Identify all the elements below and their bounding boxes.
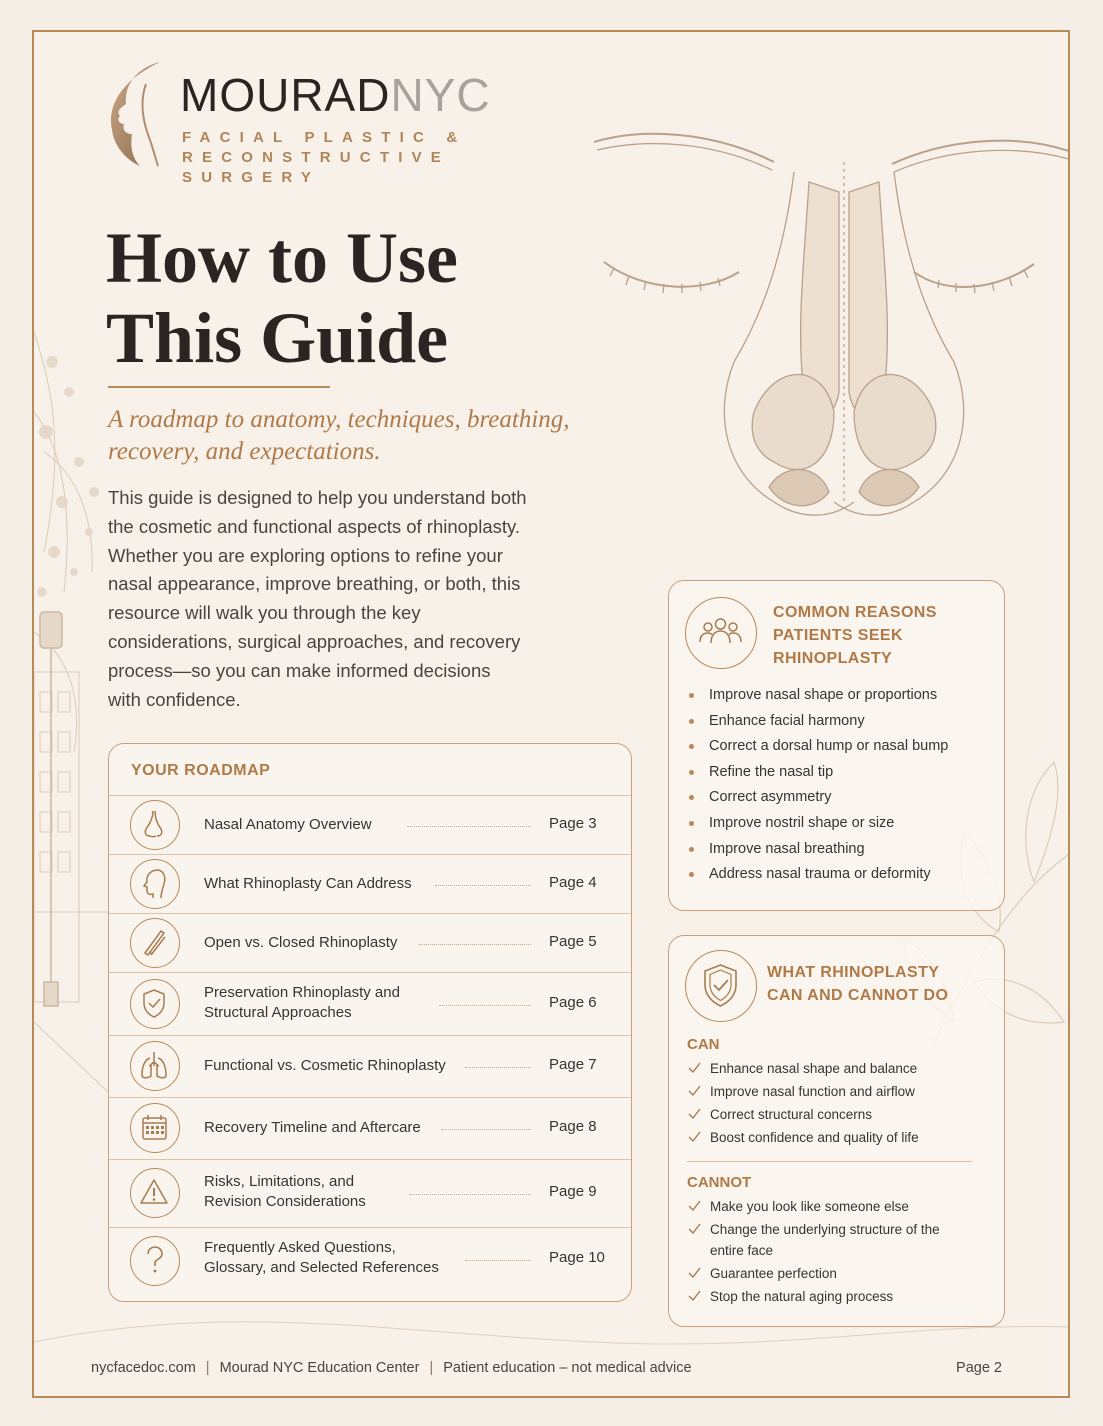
- roadmap-item-recovery[interactable]: [109, 1097, 632, 1159]
- page-title-line-1: How to Use: [106, 218, 458, 298]
- page-footer: [91, 1360, 692, 1376]
- roadmap-item-open-closed[interactable]: [109, 913, 632, 972]
- check-icon: [687, 1199, 701, 1213]
- cannot-list: [687, 1196, 957, 1309]
- brand-logo: [106, 58, 526, 186]
- surgical-tools-icon: [130, 918, 180, 968]
- list-item: Enhance facial harmony: [687, 709, 997, 735]
- nose-icon: [130, 800, 180, 850]
- warning-icon: [130, 1168, 180, 1218]
- list-item: Address nasal trauma or deformity: [687, 862, 997, 888]
- shield-check-icon: [685, 950, 757, 1022]
- title-divider: [108, 386, 330, 388]
- roadmap-item-preservation[interactable]: [109, 972, 632, 1035]
- roadmap-title: YOUR ROADMAP: [131, 762, 271, 779]
- face-silhouette-logo-icon: [106, 60, 170, 168]
- intro-paragraph: This guide is designed to help you understand both the cosmetic and functional aspects of rhinoplasty. Whether you are exploring options to refine your nasal appearance, improve breathing, or both, this resource will walk you through the key considerations, surgical approaches, and recovery process—so you can make informed decisions with confidence.: [108, 487, 527, 710]
- brand-tagline: [182, 128, 532, 188]
- roadmap-item-address[interactable]: [109, 854, 632, 913]
- roadmap-item-functional[interactable]: [109, 1035, 632, 1097]
- roadmap-item-label: Recovery Timeline and Aftercare: [204, 1119, 421, 1136]
- roadmap-item-page: Page 3: [549, 815, 597, 832]
- roadmap-item-page: Page 8: [549, 1118, 597, 1135]
- roadmap-item-risks[interactable]: [109, 1159, 632, 1227]
- brand-name: [180, 68, 491, 122]
- roadmap-item-page: Page 6: [549, 994, 597, 1011]
- leader-dots: [465, 1067, 531, 1068]
- can-label: CAN: [687, 1036, 720, 1053]
- footer-website-link[interactable]: nycfacedoc.com: [91, 1360, 196, 1376]
- page-number: Page 2: [956, 1360, 1002, 1376]
- roadmap-item-label: Nasal Anatomy Overview: [204, 816, 372, 833]
- page-frame: [32, 30, 1070, 1398]
- leader-dots: [439, 1005, 531, 1006]
- brand-tagline-line-2: RECONSTRUCTIVE SURGERY: [182, 149, 450, 186]
- brand-name-accent: NYC: [390, 69, 491, 121]
- roadmap-item-page: Page 5: [549, 933, 597, 950]
- check-icon: [687, 1130, 701, 1144]
- leader-dots: [407, 826, 531, 827]
- cannot-label: CANNOT: [687, 1174, 752, 1191]
- footer-separator: |: [429, 1360, 434, 1376]
- question-icon: [130, 1236, 180, 1286]
- leader-dots: [465, 1260, 531, 1261]
- list-item: Change the underlying structure of the entire face: [687, 1219, 957, 1261]
- check-icon: [687, 1222, 701, 1236]
- roadmap-item-faq[interactable]: [109, 1227, 632, 1302]
- page-title-line-2: This Guide: [106, 298, 449, 378]
- leader-dots: [435, 885, 531, 886]
- roadmap-item-label: Functional vs. Cosmetic Rhinoplasty: [204, 1057, 446, 1074]
- roadmap-item-label: Risks, Limitations, and Revision Considerations: [204, 1173, 366, 1210]
- can-cannot-title: WHAT RHINOPLASTY CAN AND CANNOT DO: [767, 964, 949, 1004]
- roadmap-panel: [108, 743, 632, 1302]
- leader-dots: [419, 944, 531, 945]
- common-reasons-card: [668, 580, 1005, 911]
- list-item: Improve nasal breathing: [687, 837, 997, 863]
- can-list: [687, 1058, 987, 1150]
- common-reasons-title: COMMON REASONS PATIENTS SEEK RHINOPLASTY: [773, 604, 937, 667]
- roadmap-item-label: Frequently Asked Questions, Glossary, and Selected References: [204, 1239, 439, 1276]
- footer-disclaimer: Patient education – not medical advice: [443, 1360, 692, 1376]
- list-item: Improve nostril shape or size: [687, 811, 997, 837]
- footer-center-name: Mourad NYC Education Center: [219, 1360, 420, 1376]
- check-icon: [687, 1061, 701, 1075]
- people-group-icon: [685, 597, 757, 669]
- list-item: Boost confidence and quality of life: [687, 1127, 987, 1148]
- roadmap-item-page: Page 9: [549, 1183, 597, 1200]
- brand-name-main: MOURAD: [180, 69, 391, 121]
- list-item: Improve nasal function and airflow: [687, 1081, 987, 1102]
- can-cannot-card: [668, 935, 1005, 1327]
- roadmap-item-page: Page 4: [549, 874, 597, 891]
- page-title: [106, 218, 626, 378]
- check-icon: [687, 1107, 701, 1121]
- brand-tagline-line-1: FACIAL PLASTIC &: [182, 129, 467, 146]
- section-divider: [687, 1161, 972, 1162]
- check-icon: [687, 1084, 701, 1098]
- roadmap-item-label: Preservation Rhinoplasty and Structural Approaches: [204, 984, 400, 1021]
- list-item: Improve nasal shape or proportions: [687, 683, 997, 709]
- lungs-icon: [130, 1041, 180, 1091]
- common-reasons-list: [687, 683, 997, 888]
- check-icon: [687, 1289, 701, 1303]
- list-item: Correct structural concerns: [687, 1104, 987, 1125]
- list-item: Make you look like someone else: [687, 1196, 957, 1217]
- leader-dots: [409, 1194, 531, 1195]
- list-item: Correct asymmetry: [687, 785, 997, 811]
- list-item: Stop the natural aging process: [687, 1286, 957, 1307]
- roadmap-item-page: Page 10: [549, 1249, 605, 1266]
- list-item: Correct a dorsal hump or nasal bump: [687, 734, 997, 760]
- list-item: Guarantee perfection: [687, 1263, 957, 1284]
- shield-check-icon: [130, 979, 180, 1029]
- roadmap-item-label: Open vs. Closed Rhinoplasty: [204, 934, 398, 951]
- roadmap-item-label: What Rhinoplasty Can Address: [204, 875, 412, 892]
- page-subtitle: A roadmap to anatomy, techniques, breathing, recovery, and expectations.: [108, 406, 570, 465]
- face-profile-icon: [130, 859, 180, 909]
- calendar-icon: [130, 1103, 180, 1153]
- check-icon: [687, 1266, 701, 1280]
- footer-separator: |: [205, 1360, 210, 1376]
- leader-dots: [441, 1129, 531, 1130]
- roadmap-item-anatomy[interactable]: [109, 795, 632, 854]
- list-item: Refine the nasal tip: [687, 760, 997, 786]
- list-item: Enhance nasal shape and balance: [687, 1058, 987, 1079]
- roadmap-item-page: Page 7: [549, 1056, 597, 1073]
